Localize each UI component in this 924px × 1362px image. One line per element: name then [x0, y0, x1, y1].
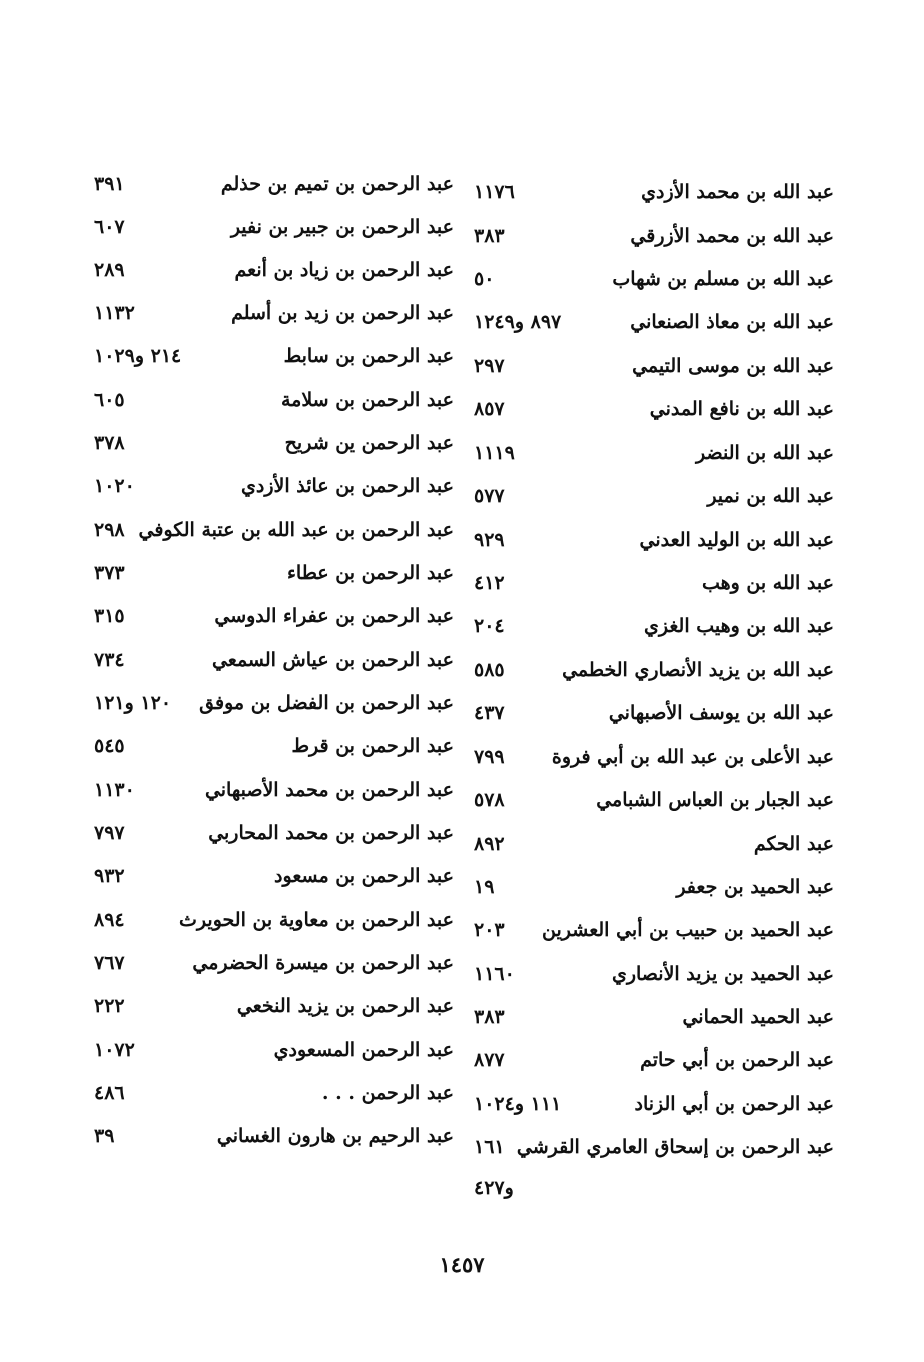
index-entry	[474, 567, 834, 607]
index-entry	[474, 1088, 834, 1128]
entry-name: عبد الرحمن بن عائذ الأزدي	[240, 475, 454, 497]
entry-name: عبد الرحمن المسعودي	[273, 1039, 454, 1061]
entry-pages: ٥٧٨	[474, 789, 505, 811]
index-entry	[94, 730, 454, 770]
entry-pages: ١١٦٠	[474, 963, 515, 985]
entry-name: عبد الحكم	[753, 833, 834, 855]
entry-pages: ٩٢٩	[474, 529, 505, 551]
entry-pages: ٢١٤ و١٠٢٩	[94, 345, 182, 367]
index-entry	[474, 741, 834, 781]
entry-pages: ٥٧٧	[474, 485, 505, 507]
entry-pages: ٢٢٢	[94, 995, 125, 1017]
entry-name: عبد الرحمن بن معاوية بن الحويرث	[179, 909, 454, 931]
index-entry	[474, 1044, 834, 1084]
entry-pages: ٧٩٧	[94, 822, 125, 844]
index-entry	[94, 947, 454, 987]
entry-name: عبد الله بن محمد الأزدي	[641, 181, 834, 203]
index-entry	[474, 263, 834, 303]
entry-name: عبد الرحمن . . .	[321, 1082, 454, 1104]
entry-pages: ٣٨٣	[474, 1006, 505, 1028]
entry-name: عبد الحميد بن جعفر	[676, 876, 834, 898]
index-entry	[474, 784, 834, 824]
index-entry	[94, 384, 454, 424]
entry-name: عبد الرحمن بن مسعود	[274, 865, 454, 887]
entry-name: عبد الرحيم بن هارون الغساني	[216, 1125, 454, 1147]
index-entry	[94, 168, 454, 208]
index-entry	[94, 687, 454, 727]
entry-pages: ٦٠٥	[94, 389, 125, 411]
page-number: ١٤٥٧	[439, 1252, 485, 1277]
entry-name: عبد الله بن نافع المدني	[649, 398, 834, 420]
entry-name: عبد الرحمن بن ميسرة الحضرمي	[192, 952, 454, 974]
index-entry	[94, 211, 454, 251]
entry-name: عبد الرحمن بن زياد بن أنعم	[234, 259, 454, 281]
entry-pages: ٨٧٧	[474, 1049, 505, 1071]
entry-name: عبد الله بن موسى التيمي	[632, 355, 834, 377]
entry-pages: ٤٣٧	[474, 702, 505, 724]
index-entry	[94, 340, 454, 380]
index-entry	[474, 871, 834, 911]
entry-name: عبد الرحمن بن إسحاق العامري القرشي	[516, 1136, 834, 1158]
index-entry	[474, 958, 834, 998]
index-entry	[94, 297, 454, 337]
entry-name: عبد الله بن نمير	[707, 485, 834, 507]
entry-pages: ٣٧٨	[94, 432, 125, 454]
entry-pages: ٣٩١	[94, 173, 125, 195]
index-entry	[94, 904, 454, 944]
entry-pages: ١٠٢٠	[94, 475, 135, 497]
entry-name: عبد الرحمن بن جبير بن نفير	[230, 216, 454, 238]
index-entry	[474, 524, 834, 564]
entry-name: عبد الرحمن بن سابط	[283, 345, 454, 367]
entry-pages: ٤١٢	[474, 572, 505, 594]
entry-name: عبد الحميد الحماني	[682, 1006, 834, 1028]
entry-pages: و٤٢٧	[474, 1177, 514, 1199]
entry-pages: ٢٨٩	[94, 259, 125, 281]
index-entry	[94, 1120, 454, 1160]
index-entry	[474, 1131, 834, 1171]
entry-pages: ٣٩	[94, 1125, 115, 1147]
index-entry	[474, 393, 834, 433]
index-entry	[474, 306, 834, 346]
index-entry	[94, 600, 454, 640]
entry-pages: ١١٣٠	[94, 779, 135, 801]
entry-name: عبد الرحمن بن أبي الزناد	[634, 1093, 834, 1115]
entry-name: عبد الرحمن بن محمد المحاربي	[208, 822, 454, 844]
index-entry	[94, 514, 454, 554]
entry-pages: ١٩	[474, 876, 495, 898]
entry-name: عبد الله بن وهيب الغزي	[644, 615, 834, 637]
entry-name: عبد الله بن يزيد الأنصاري الخطمي	[562, 659, 834, 681]
entry-pages: ٢٩٧	[474, 355, 505, 377]
entry-pages: ٤٨٦	[94, 1082, 125, 1104]
entry-pages: ١١١ و١٠٢٤	[474, 1093, 562, 1115]
entry-pages: ١٠٧٢	[94, 1039, 135, 1061]
index-entry	[474, 350, 834, 390]
entry-name: عبد الرحمن بن عياش السمعي	[211, 649, 454, 671]
entry-name: عبد الرحمن بن محمد الأصبهاني	[204, 779, 454, 801]
entry-pages: ٥٤٥	[94, 735, 125, 757]
entry-name: عبد الله بن يوسف الأصبهاني	[608, 702, 834, 724]
entry-pages: ٨٥٧	[474, 398, 505, 420]
index-entry	[94, 817, 454, 857]
entry-name: عبد الله بن النضر	[696, 442, 834, 464]
entry-name: عبد الرحمن بن عطاء	[286, 562, 454, 584]
index-entry	[94, 1077, 454, 1117]
entry-name: عبد الرحمن بن عفراء الدوسي	[214, 605, 454, 627]
entry-pages: ٦٠٧	[94, 216, 125, 238]
entry-name: عبد الرحمن بن زيد بن أسلم	[231, 302, 454, 324]
index-entry	[94, 644, 454, 684]
entry-pages: ٨٩٧ و١٢٤٩	[474, 311, 562, 333]
entry-name: عبد الرحمن ين شريح	[284, 432, 454, 454]
entry-pages: ٨٩٤	[94, 909, 125, 931]
entry-name: عبد الرحمن بن قرط	[291, 735, 454, 757]
entry-name: عبد الله بن معاذ الصنعاني	[630, 311, 834, 333]
index-entry	[94, 470, 454, 510]
entry-name: عبد الله بن وهب	[701, 572, 834, 594]
entry-pages: ٣٨٣	[474, 225, 505, 247]
entry-pages: ٢٠٣	[474, 919, 505, 941]
entry-name: عبد الحميد بن يزيد الأنصاري	[611, 963, 834, 985]
entry-pages: ١١٣٢	[94, 302, 135, 324]
index-entry	[94, 427, 454, 467]
entry-name: عبد الرحمن بن تميم بن حذلم	[220, 173, 454, 195]
index-entry	[474, 828, 834, 868]
index-entry	[94, 1034, 454, 1074]
entry-pages: ٥٨٥	[474, 659, 505, 681]
entry-pages: ٢٩٨	[94, 519, 125, 541]
entry-name: عبد الرحمن بن أبي حاتم	[640, 1049, 834, 1071]
entry-name: عبد الله بن محمد الأزرقي	[630, 225, 834, 247]
entry-name: عبد الله بن الوليد العدني	[639, 529, 834, 551]
index-entry	[474, 1001, 834, 1041]
entry-name: عبد الجبار بن العباس الشبامي	[596, 789, 834, 811]
entry-pages: ٥٠	[474, 268, 495, 290]
index-entry	[474, 176, 834, 216]
entry-name: عبد الرحمن بن يزيد النخعي	[236, 995, 454, 1017]
entry-pages: ٧٦٧	[94, 952, 125, 974]
index-entry	[94, 990, 454, 1030]
index-entry	[94, 557, 454, 597]
index-entry	[474, 697, 834, 737]
entry-pages: ٣١٥	[94, 605, 125, 627]
entry-name: عبد الرحمن بن سلامة	[280, 389, 454, 411]
entry-pages: ١١٧٦	[474, 181, 515, 203]
entry-pages: ٩٣٢	[94, 865, 125, 887]
entry-name: عبد الحميد بن حبيب بن أبي العشرين	[542, 919, 834, 941]
index-entry	[474, 914, 834, 954]
entry-pages: ٧٣٤	[94, 649, 125, 671]
index-entry	[94, 254, 454, 294]
entry-pages: ٢٠٤	[474, 615, 505, 637]
index-entry	[94, 860, 454, 900]
entry-name: عبد الرحمن بن عبد الله بن عتبة الكوفي	[138, 519, 454, 541]
entry-pages: ٣٧٣	[94, 562, 125, 584]
index-entry	[474, 437, 834, 477]
index-entry	[474, 220, 834, 260]
entry-pages: ١٢٠ و١٢١	[94, 692, 172, 714]
entry-name: عبد الله بن مسلم بن شهاب	[612, 268, 834, 290]
entry-pages: ١١١٩	[474, 442, 515, 464]
index-entry	[474, 480, 834, 520]
index-entry	[474, 610, 834, 650]
entry-pages: ٨٩٢	[474, 833, 505, 855]
entry-name: عبد الأعلى بن عبد الله بن أبي فروة	[551, 746, 834, 768]
index-entry-continuation	[474, 1172, 834, 1212]
index-entry	[94, 774, 454, 814]
entry-pages: ٧٩٩	[474, 746, 505, 768]
entry-name: عبد الرحمن بن الفضل بن موفق	[199, 692, 454, 714]
index-entry	[474, 654, 834, 694]
entry-pages: ١٦١	[474, 1136, 505, 1158]
